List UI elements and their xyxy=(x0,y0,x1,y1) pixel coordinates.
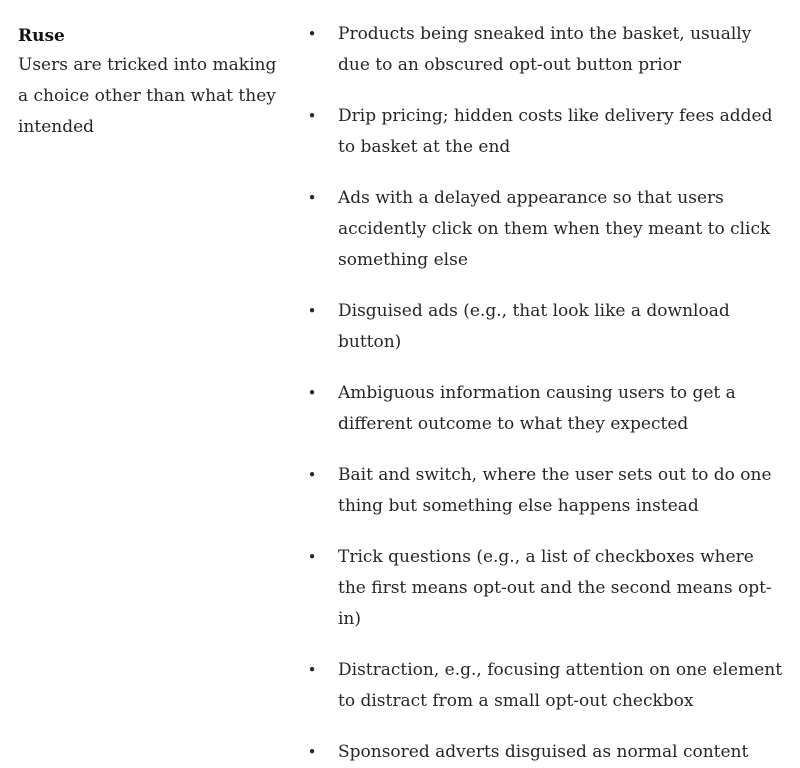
list-item xyxy=(307,183,787,276)
list-item xyxy=(307,19,787,81)
list-item-text: Trick questions (e.g., a list of checkboxes where the first means opt-out and the second means opt-in) xyxy=(338,547,772,629)
category-title: Ruse xyxy=(18,26,65,46)
bullet-icon: • xyxy=(307,661,317,679)
examples-list xyxy=(307,19,787,768)
bullet-icon: • xyxy=(307,548,317,566)
list-item-text: Ambiguous information causing users to get a different outcome to what they expected xyxy=(338,383,736,434)
category-description: Users are tricked into making a choice other than what they intended xyxy=(18,55,277,137)
list-item-text: Products being sneaked into the basket, usually due to an obscured opt-out button prior xyxy=(338,24,752,75)
list-item-text: Bait and switch, where the user sets out to do one thing but something else happens instead xyxy=(338,465,772,516)
list-item xyxy=(307,378,787,440)
list-item xyxy=(307,737,787,768)
list-item xyxy=(307,542,787,635)
list-item xyxy=(307,101,787,163)
bullet-icon: • xyxy=(307,384,317,402)
bullet-icon: • xyxy=(307,189,317,207)
list-item-text: Sponsored adverts disguised as normal content xyxy=(338,742,749,762)
examples-cell xyxy=(307,19,787,768)
bullet-icon: • xyxy=(307,107,317,125)
list-item xyxy=(307,296,787,358)
list-item xyxy=(307,460,787,522)
category-cell xyxy=(18,22,280,143)
list-item-text: Disguised ads (e.g., that look like a download button) xyxy=(338,301,730,352)
bullet-icon: • xyxy=(307,25,317,43)
bullet-icon: • xyxy=(307,466,317,484)
bullet-icon: • xyxy=(307,302,317,320)
list-item-text: Distraction, e.g., focusing attention on one element to distract from a small opt-out checkbox xyxy=(338,660,783,711)
list-item-text: Ads with a delayed appearance so that users accidently click on them when they meant to click something else xyxy=(338,188,771,270)
list-item xyxy=(307,655,787,717)
bullet-icon: • xyxy=(307,743,317,761)
list-item-text: Drip pricing; hidden costs like delivery fees added to basket at the end xyxy=(338,106,773,157)
